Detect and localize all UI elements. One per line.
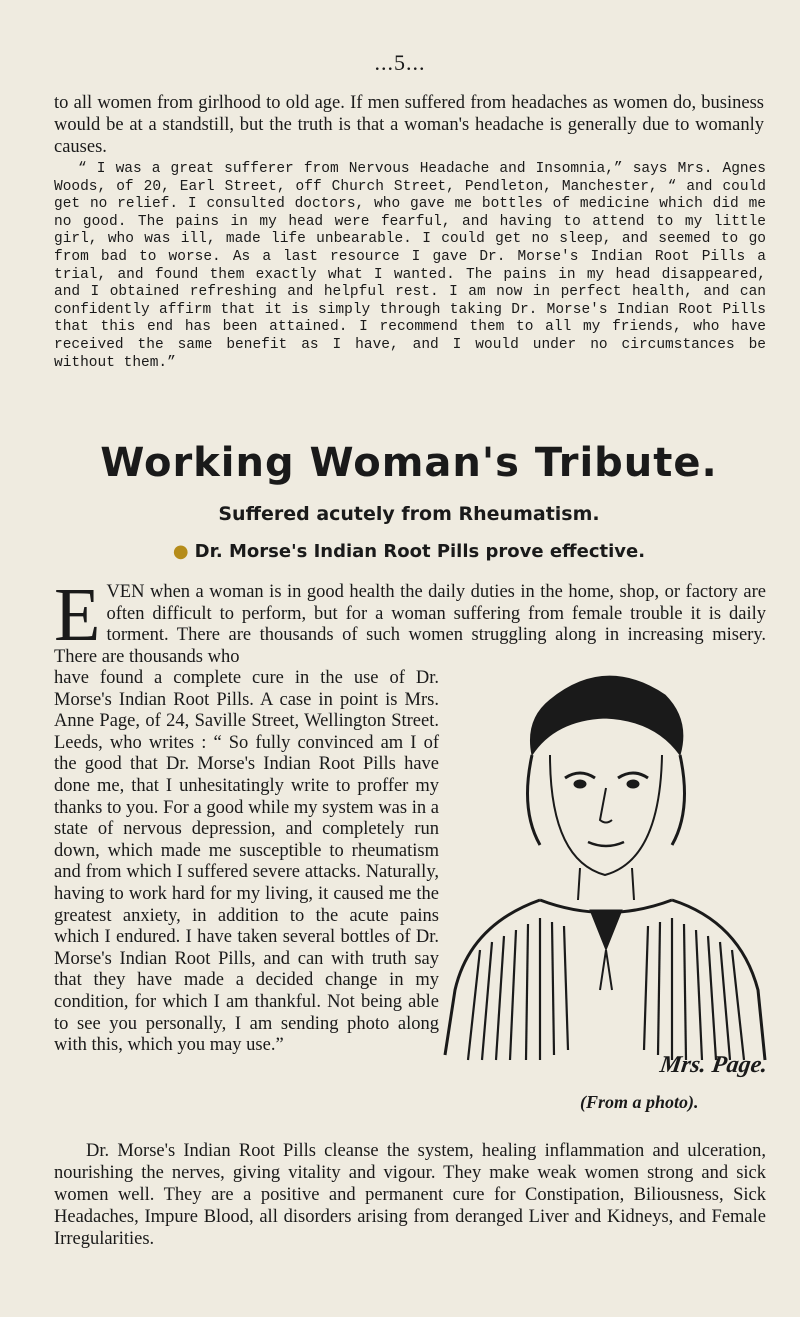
closing-text: Dr. Morse's Indian Root Pills cleanse the system, healing inflammation and ulceration, nourishing the nerves, giving vitality and vigour. They make weak women strong and sick women well. They are a positive and permanent cure for Constipation, Biliousness, Sick Headaches, Impure Blood, all disorders arising from deranged Liver and Kidneys, and Female Irregularities.: [54, 1141, 766, 1249]
portrait-illustration: [440, 660, 770, 1100]
subheadline-2: [54, 541, 764, 562]
body-intro-text: VEN when a woman is in good health the daily duties in the home, shop, or factory are often difficult to perform, but for a woman suffering from female trouble it is daily torment. There are thousands of such women struggling along in increasing misery. There are thousands who: [54, 582, 766, 667]
portrait-caption-name: Mrs. Page.: [658, 1052, 770, 1078]
headline: Working Woman's Tribute.: [100, 440, 718, 486]
closing-paragraph: [54, 1140, 766, 1250]
subheadline: Suffered acutely from Rheumatism.: [218, 503, 600, 525]
bullet-icon: ●: [172, 541, 189, 562]
page-number: ...5...: [374, 50, 426, 75]
subheadline-2-text: Dr. Morse's Indian Root Pills prove effective.: [194, 541, 646, 562]
portrait-caption-source: (From a photo).: [580, 1092, 699, 1112]
testimonial-page-text: have found a complete cure in the use of Dr. Morse's Indian Root Pills. A case in point is Mrs. Anne Page, of 24, Saville Street, Wellington Street. Leeds, who writes : “ So fully convinced am I of the good that Dr. Morse's Indian Root Pills have done me, that I unhesitatingly write to proffer my thanks to you. For a good while my system was in a state of nervous depression, and completely run down, which made me susceptible to rheumatism and from which I suffered severe attacks. Naturally, having to work hard for my living, it caused me the greatest anxiety, in addition to the acute pains which I endured. I have taken several bottles of Dr. Morse's Indian Root Pills, and can with truth say that they have made a decided change in my condition, for which I am thankful. Not being able to see you personally, I am sending photo along with this, which you may use.”: [54, 668, 439, 1056]
drop-cap: E: [54, 573, 101, 657]
body-intro: [54, 573, 766, 668]
testimonial-woods-text: “ I was a great sufferer from Nervous Headache and Insomnia,” says Mrs. Agnes Woods, of 20, Earl Street, off Church Street, Pendleton, Manchester, “ and could get no relief. I consulted doctors, who gave me bottles of medicine which did me no good. The pains in my head were fearful, and having to attend to my little girl, who was ill, made life unbearable. I could get no sleep, and seemed to go from bad to worse. As a last resource I gave Dr. Morse's Indian Root Pills a trial, and found them exactly what I wanted. The pains in my head disappeared, and I obtained refreshing and helpful rest. I am now in perfect health, and can confidently affirm that it is simply through taking Dr. Morse's Indian Root Pills that this end has been attained. I recommend them to all my friends, who have received the same benefit as I have, and I would under no circumstances be without them.”: [54, 161, 766, 371]
portrait-figure: [445, 676, 765, 1060]
intro-paragraph: to all women from girlhood to old age. If men suffered from headaches as women do, business would be at a standstill, but the truth is that a woman's headache is generally due to womanly causes.: [54, 93, 764, 157]
testimonial-woods: [54, 161, 766, 372]
testimonial-page: [54, 668, 439, 1057]
